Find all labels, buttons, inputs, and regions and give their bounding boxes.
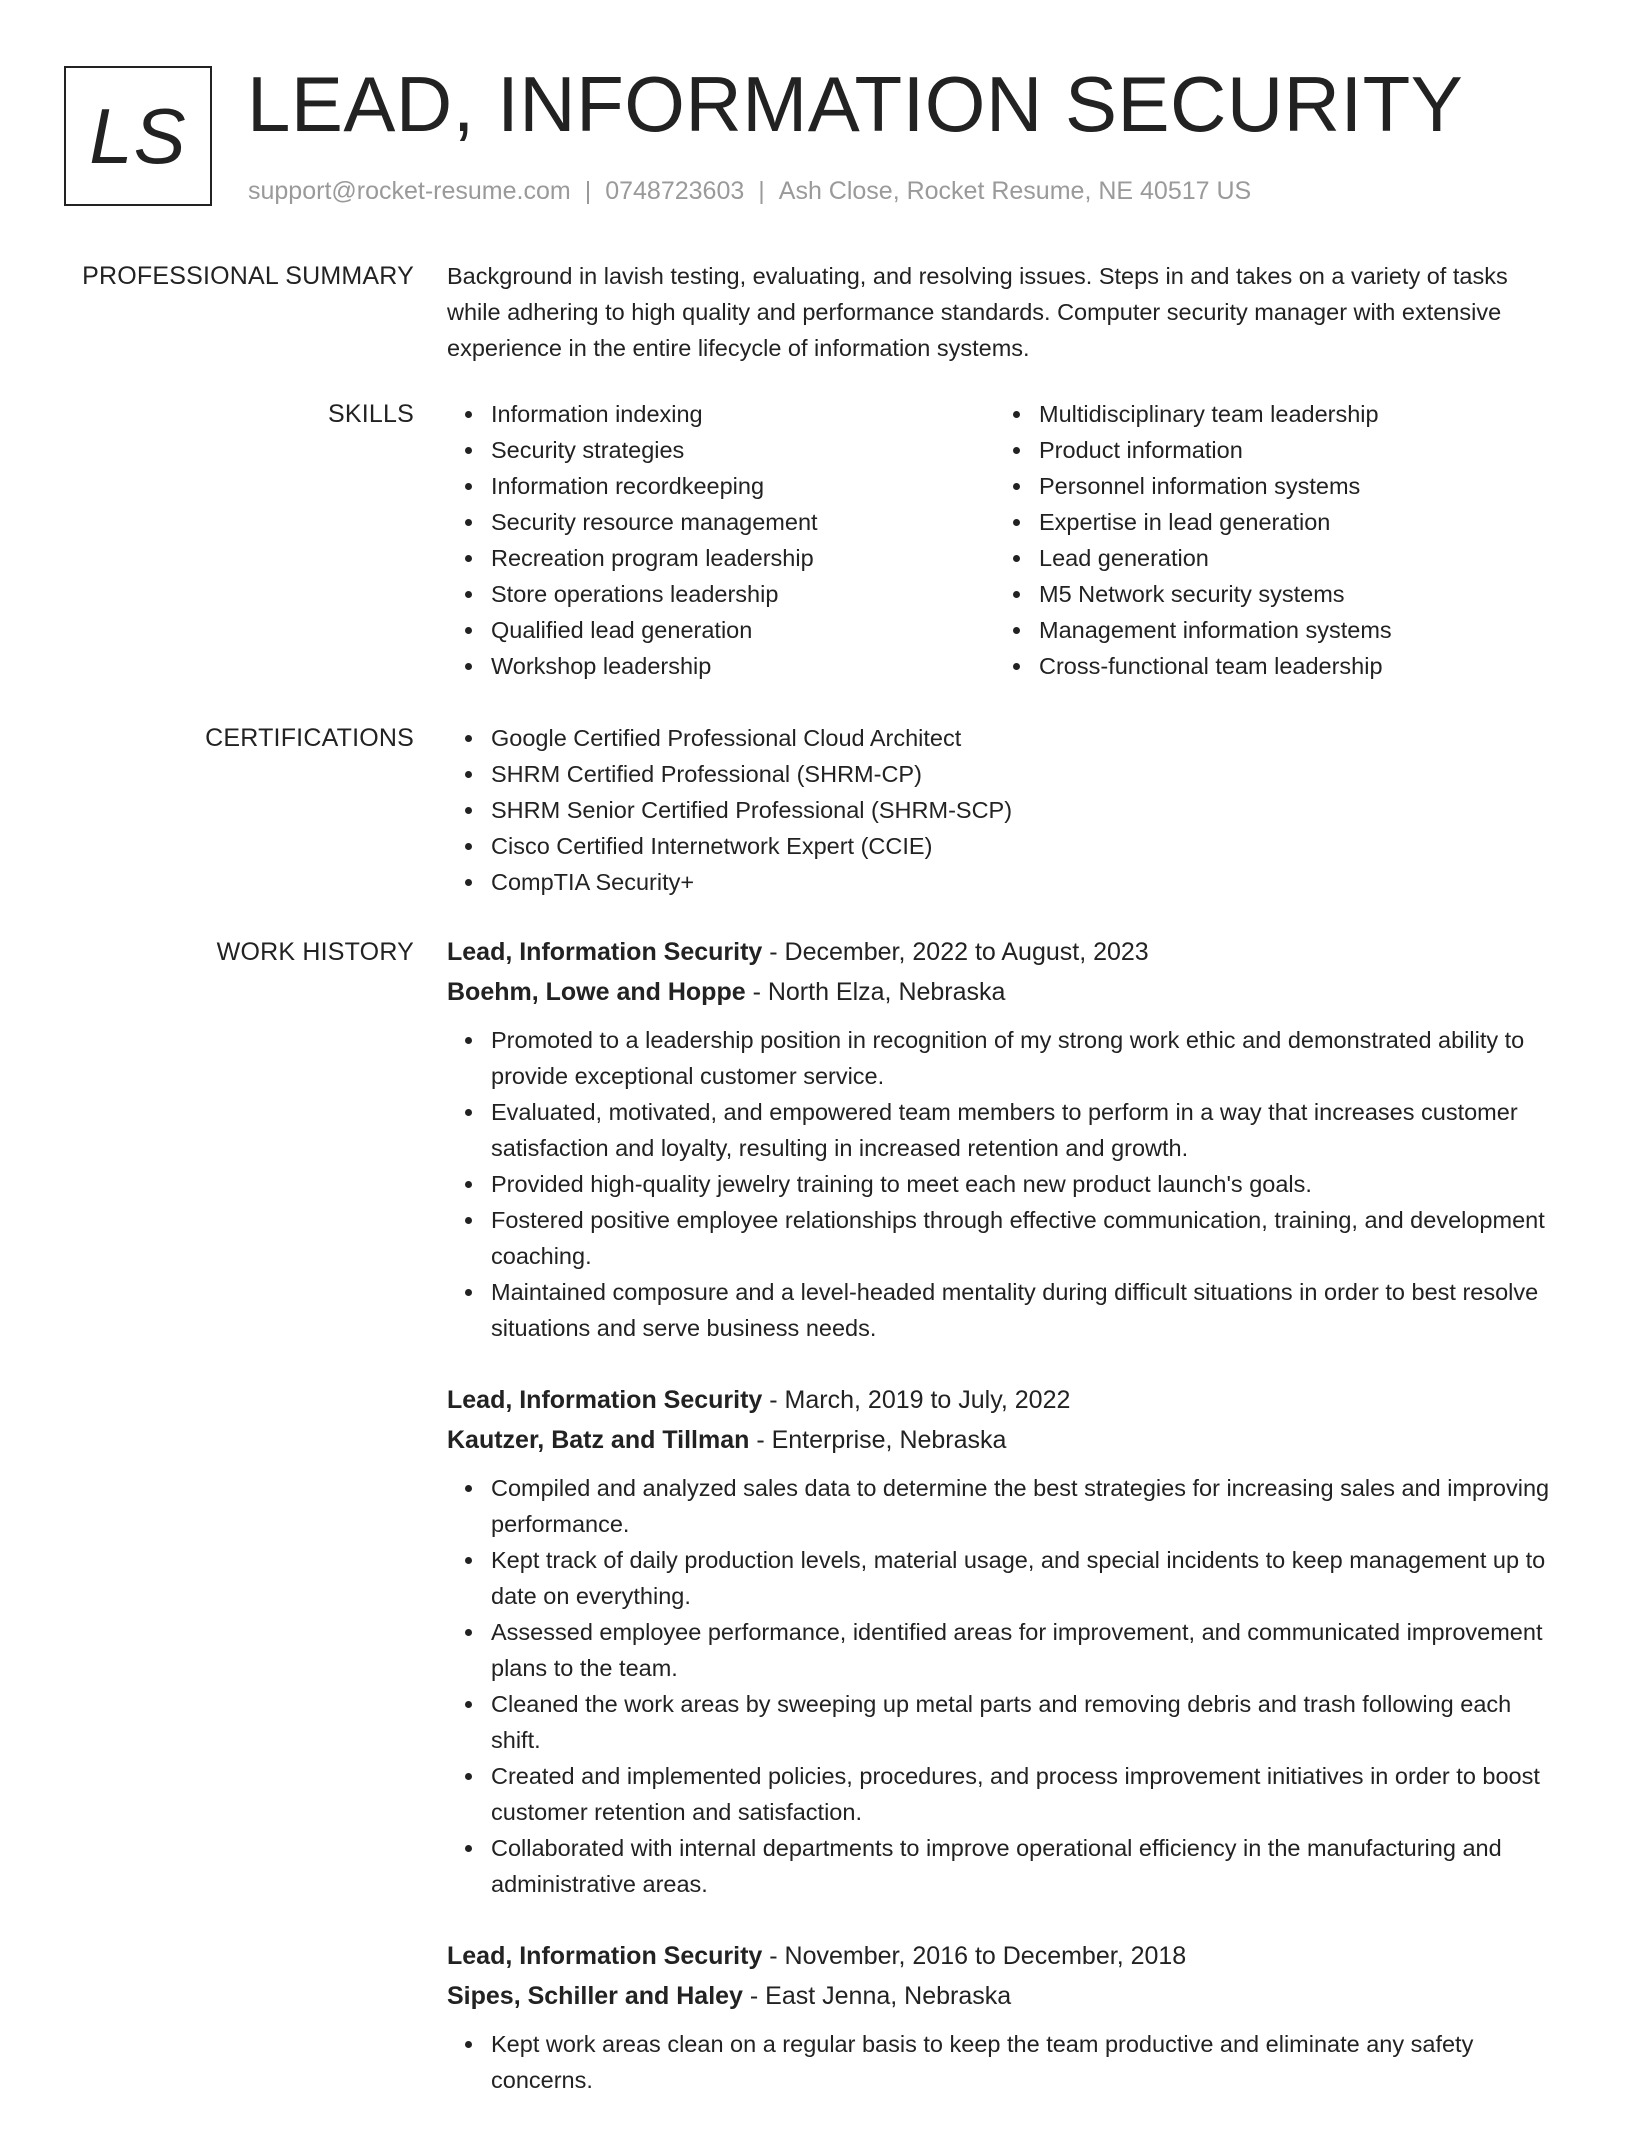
resume-title: LEAD, INFORMATION SECURITY xyxy=(247,60,1464,148)
job-bullet: Fostered positive employee relationships through effective communication, training, and development coaching. xyxy=(491,1202,1567,1274)
summary-text: Background in lavish testing, evaluating, and resolving issues. Steps in and takes on a variety of tasks while adhering to high quality and performance standards. Computer security manager with extensive experience in the entire lifecycle of information systems. xyxy=(447,263,1508,361)
job-company: Kautzer, Batz and Tillman xyxy=(447,1426,750,1454)
skill-item: M5 Network security systems xyxy=(1039,576,1543,612)
skill-item: Security strategies xyxy=(491,432,995,468)
skill-item: Store operations leadership xyxy=(491,576,995,612)
job-title: Lead, Information Security xyxy=(447,1386,763,1414)
job-location: - North Elza, Nebraska xyxy=(745,978,1006,1006)
summary-body xyxy=(447,258,1567,366)
monogram-initials: LS xyxy=(89,91,187,180)
job-location: - Enterprise, Nebraska xyxy=(749,1426,1007,1454)
job-entry xyxy=(447,1936,1567,2098)
job-company: Boehm, Lowe and Hoppe xyxy=(447,978,746,1006)
section-label-work-history: WORK HISTORY xyxy=(216,938,414,966)
job-title-line xyxy=(447,1380,1567,1420)
contact-separator: | xyxy=(758,177,765,205)
job-bullet: Maintained composure and a level-headed mentality during difficult situations in order to best resolve situations and serve business needs. xyxy=(491,1274,1567,1346)
job-bullet: Evaluated, motivated, and empowered team members to perform in a way that increases customer satisfaction and loyalty, resulting in increased retention and growth. xyxy=(491,1094,1567,1166)
job-bullet: Provided high-quality jewelry training to meet each new product launch's goals. xyxy=(491,1166,1567,1202)
job-title: Lead, Information Security xyxy=(447,1942,763,1970)
skill-item: Expertise in lead generation xyxy=(1039,504,1543,540)
job-entry xyxy=(447,932,1567,1346)
certification-item: SHRM Certified Professional (SHRM-CP) xyxy=(491,756,1567,792)
job-bullet: Compiled and analyzed sales data to determine the best strategies for increasing sales and improving performance. xyxy=(491,1470,1567,1542)
contact-email[interactable]: support@rocket-resume.com xyxy=(248,177,571,205)
skill-item: Workshop leadership xyxy=(491,648,995,684)
work-history-body xyxy=(447,932,1567,2132)
job-company-line xyxy=(447,1976,1567,2016)
job-company-line xyxy=(447,1420,1567,1460)
certifications-body xyxy=(447,720,1567,900)
job-bullet: Kept track of daily production levels, material usage, and special incidents to keep management up to date on everything. xyxy=(491,1542,1567,1614)
skills-column-right xyxy=(995,396,1543,684)
contact-separator: | xyxy=(584,177,592,205)
job-bullet: Created and implemented policies, procedures, and process improvement initiatives in order to boost customer retention and satisfaction. xyxy=(491,1758,1567,1830)
job-bullets xyxy=(447,1022,1567,1346)
skill-item: Cross-functional team leadership xyxy=(1039,648,1543,684)
contact-phone[interactable]: 0748723603 xyxy=(605,177,745,205)
contact-address: Ash Close, Rocket Resume, NE 40517 US xyxy=(778,177,1252,205)
skill-item: Recreation program leadership xyxy=(491,540,995,576)
job-title-line xyxy=(447,1936,1567,1976)
skill-item: Product information xyxy=(1039,432,1543,468)
certification-item: SHRM Senior Certified Professional (SHRM-SCP) xyxy=(491,792,1567,828)
certification-item: Google Certified Professional Cloud Architect xyxy=(491,720,1567,756)
job-bullet: Assessed employee performance, identified areas for improvement, and communicated improvement plans to the team. xyxy=(491,1614,1567,1686)
skill-item: Security resource management xyxy=(491,504,995,540)
contact-line xyxy=(248,174,1251,208)
job-company-line xyxy=(447,972,1567,1012)
job-bullet: Kept work areas clean on a regular basis to keep the team productive and eliminate any safety concerns. xyxy=(491,2026,1567,2098)
job-bullets xyxy=(447,1470,1567,1902)
job-bullet: Cleaned the work areas by sweeping up metal parts and removing debris and trash following each shift. xyxy=(491,1686,1567,1758)
job-entry xyxy=(447,1380,1567,1902)
skill-item: Lead generation xyxy=(1039,540,1543,576)
job-bullet: Promoted to a leadership position in recognition of my strong work ethic and demonstrated ability to provide exceptional customer service. xyxy=(491,1022,1567,1094)
certification-item: CompTIA Security+ xyxy=(491,864,1567,900)
section-label-skills: SKILLS xyxy=(328,400,414,428)
job-title: Lead, Information Security xyxy=(447,938,763,966)
skills-body xyxy=(447,396,1567,684)
skill-item: Information recordkeeping xyxy=(491,468,995,504)
section-label-certifications: CERTIFICATIONS xyxy=(205,724,414,752)
skill-item: Qualified lead generation xyxy=(491,612,995,648)
job-bullets xyxy=(447,2026,1567,2098)
skill-item: Management information systems xyxy=(1039,612,1543,648)
job-dates: - March, 2019 to July, 2022 xyxy=(762,1386,1071,1414)
job-dates: - November, 2016 to December, 2018 xyxy=(762,1942,1187,1970)
skills-column-left xyxy=(447,396,995,684)
monogram-box xyxy=(64,66,212,206)
job-dates: - December, 2022 to August, 2023 xyxy=(762,938,1149,966)
certification-item: Cisco Certified Internetwork Expert (CCIE) xyxy=(491,828,1567,864)
job-location: - East Jenna, Nebraska xyxy=(742,1982,1012,2010)
skill-item: Multidisciplinary team leadership xyxy=(1039,396,1543,432)
skill-item: Information indexing xyxy=(491,396,995,432)
job-company: Sipes, Schiller and Haley xyxy=(447,1982,743,2010)
section-label-summary: PROFESSIONAL SUMMARY xyxy=(82,262,414,290)
job-title-line xyxy=(447,932,1567,972)
job-bullet: Collaborated with internal departments to improve operational efficiency in the manufacturing and administrative areas. xyxy=(491,1830,1567,1902)
skill-item: Personnel information systems xyxy=(1039,468,1543,504)
